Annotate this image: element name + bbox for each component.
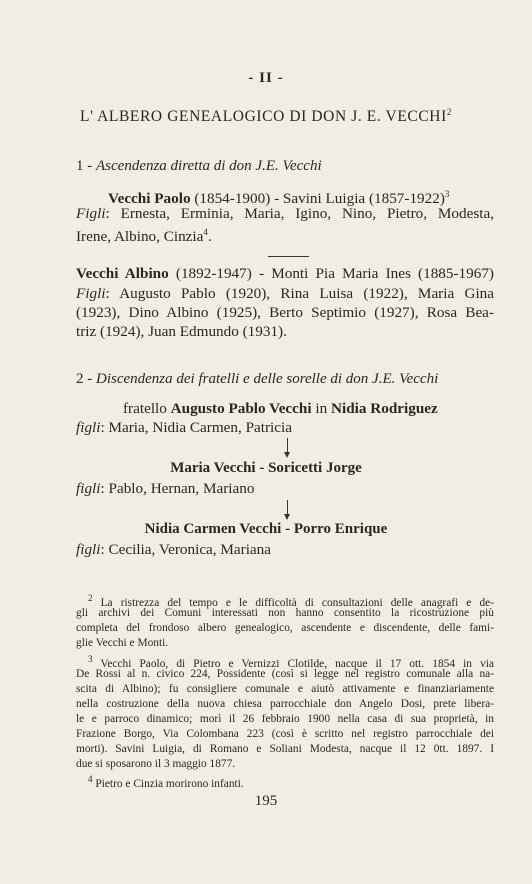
footnote-3-line-7: morti). Savini Luigia, di Romano e Soliani Modesta, nacque il 12 0tt. 1897. I <box>76 743 494 755</box>
footnote-2-line-3: completa del frondoso albero genealogico, ascendente e discendente, delle fami- <box>76 622 494 634</box>
descendant-1-prefix: fratello <box>123 400 171 417</box>
family-1-children-text-1: : Ernesta, Erminia, Maria, Igino, Nino, Pietro, Modesta, <box>105 205 494 222</box>
footnote-4-line-1 <box>88 772 494 792</box>
family-2-children-label: Figli <box>76 285 106 302</box>
title-text: L' ALBERO GENEALOGICO DI DON J. E. VECCHI <box>80 108 447 126</box>
family-2-name: Vecchi Albino <box>76 265 169 282</box>
footnote-3-line-3: scita di Albino); fu consigliere comunale e aiutò attivamente e finanziariamente <box>76 683 494 695</box>
family-2-children-line-3: triz (1924), Juan Edmundo (1931). <box>76 323 287 340</box>
descendant-1-mid: in <box>311 400 332 417</box>
arrow-down-icon <box>287 500 288 518</box>
family-2-children-text-1: : Augusto Pablo (1920), Rina Luisa (1922), Maria Gina <box>105 285 494 302</box>
footnote-2-text-1: La ristrezza del tempo e le difficoltà di consultazioni delle anagrafi e de- <box>100 596 494 609</box>
descendant-2-children <box>76 479 494 499</box>
section-1-title: Ascendenza diretta di don J.E. Vecchi <box>96 158 322 174</box>
descendant-2-children-text: : Pablo, Hernan, Mariano <box>100 480 255 497</box>
section-2-heading <box>76 371 438 388</box>
descendant-1-head <box>123 399 532 419</box>
descendant-1-spouse: Nidia Rodriguez <box>331 400 438 417</box>
section-1-number: 1 - <box>76 158 96 174</box>
family-1-children-note: 4 <box>203 227 208 237</box>
descendant-2-children-label: figli <box>76 480 101 497</box>
family-2-children-line-2: (1923), Dino Albino (1925), Berto Septimio (1927), Rosa Bea- <box>76 304 494 321</box>
descendant-3-couple: Nidia Carmen Vecchi - Porro Enrique <box>144 521 388 537</box>
descendant-3-children-text: : Cecilia, Veronica, Mariana <box>100 541 271 558</box>
footnote-2-line-2: gli archivi dei Comuni interessati non hanno consentito la ricostruzione più <box>76 607 494 619</box>
descendant-3-children <box>76 540 494 560</box>
family-1-children-line-1 <box>76 204 494 224</box>
section-1-heading <box>76 158 322 175</box>
footnote-3-text-1: Vecchi Paolo, di Pietro e Vernizzi Clotilde, nacque il 17 ott. 1854 in via <box>100 657 494 670</box>
section-2-number: 2 - <box>76 371 96 387</box>
title-footnote-ref: 2 <box>446 107 452 117</box>
descendant-1-name: Augusto Pablo Vecchi <box>170 400 312 417</box>
family-2-dates: (1892-1947) - Monti Pia Maria Ines (1885-1967) <box>168 265 494 282</box>
footnote-3-line-4: nella costruzione della nuova chiesa parrocchiale don Angelo Dosi, prete libera- <box>76 698 494 710</box>
footnote-3-line-2: De Rossi al n. civico 224, Possidente (così si legge nel registro comunale alla na- <box>76 668 494 680</box>
section-2-title: Discendenza dei fratelli e delle sorelle di don J.E. Vecchi <box>96 371 439 387</box>
family-1-children-end: . <box>207 228 212 246</box>
descendant-2-couple: Maria Vecchi - Soricetti Jorge <box>170 460 362 476</box>
family-1-name: Vecchi Paolo <box>108 190 191 208</box>
descendant-1-children-label: figli <box>76 419 101 436</box>
descendant-1-children <box>76 418 494 438</box>
family-1-children-line-2 <box>76 223 494 247</box>
footnote-2-line-4: glie Vecchi e Monti. <box>76 637 169 649</box>
footnote-3-line-6: Frazione Borgo, Via Colombana 223 (così è scritto nel registro parrocchiale dei <box>76 728 494 740</box>
footnote-4-text-1: Pietro e Cinzia morirono infanti. <box>95 777 244 790</box>
page-number: 195 <box>254 793 278 809</box>
footnote-4-marker: 4 <box>88 774 93 784</box>
family-2-head <box>76 264 494 284</box>
family-1-children-text-2: Irene, Albino, Cinzia <box>76 228 204 246</box>
descendant-3-children-label: figli <box>76 541 101 558</box>
footnote-3-line-8: due si sposarono il 3 maggio 1877. <box>76 758 236 770</box>
arrow-down-icon <box>287 438 288 456</box>
chapter-number: - II - <box>248 70 284 86</box>
family-1-children-label: Figli <box>76 205 106 222</box>
family-2-children-line-1 <box>76 284 494 304</box>
family-1-note: 3 <box>444 189 450 199</box>
footnote-2-marker: 2 <box>88 593 93 603</box>
chapter-title <box>0 107 532 126</box>
family-1-dates: (1854-1900) - Savini Luigia (1857-1922) <box>190 190 445 208</box>
footnote-3-line-5: le e parroco dinamico; morì il 26 febbraio 1900 nella casa di sua proprietà, in <box>76 713 494 725</box>
separator-rule <box>268 256 309 257</box>
footnote-3-marker: 3 <box>88 654 93 664</box>
descendant-1-children-text: : Maria, Nidia Carmen, Patricia <box>100 419 292 436</box>
